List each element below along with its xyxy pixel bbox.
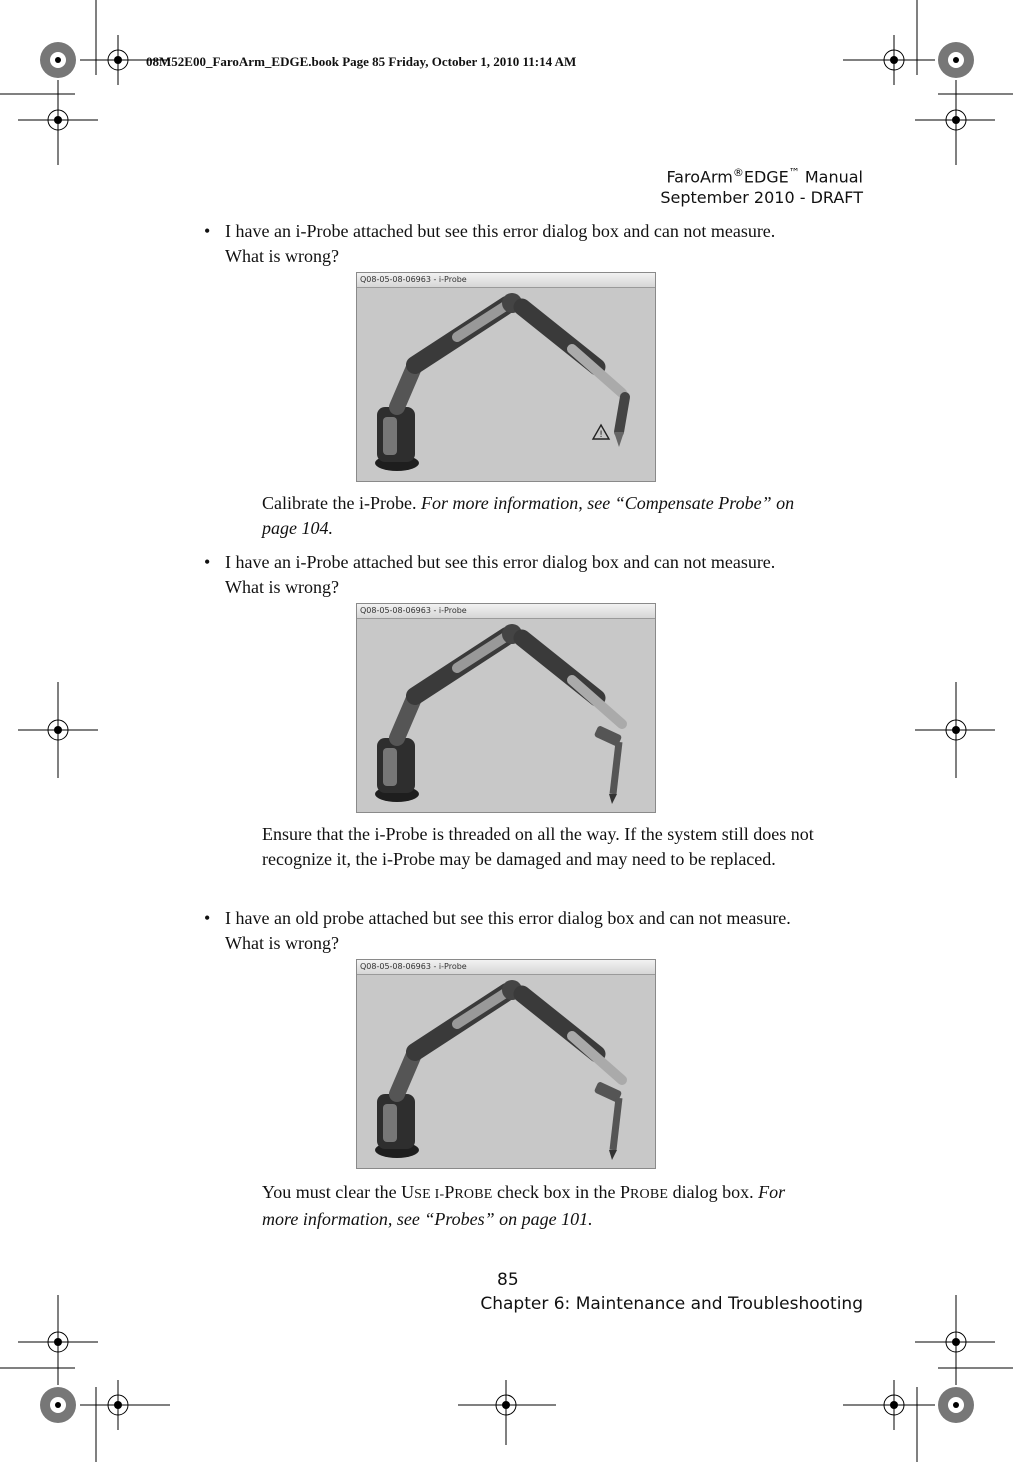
- print-info: 08M52E00_FaroArm_EDGE.book Page 85 Friday, October 1, 2010 11:14 AM: [146, 54, 577, 69]
- manual-title: FaroArm®EDGE™ Manual: [666, 166, 863, 187]
- dialog-title: Q08-05-08-06963 - i-Probe: [357, 604, 655, 619]
- dialog-title: Q08-05-08-06963 - i-Probe: [357, 273, 655, 288]
- cross-reference: For more information, see “Probes” on page 101.: [262, 1182, 786, 1229]
- question-text: I have an old probe attached but see this error dialog box and can not measure. What is wrong?: [225, 908, 791, 953]
- question-text: I have an i-Probe attached but see this error dialog box and can not measure. What is wrong?: [225, 221, 776, 266]
- bullet: •: [204, 221, 211, 241]
- manual-date: September 2010 - DRAFT: [660, 188, 863, 208]
- bullet: •: [204, 552, 211, 572]
- question-text: I have an i-Probe attached but see this error dialog box and can not measure. What is wrong?: [225, 552, 776, 597]
- faq-answer-1: Calibrate the i-Probe. For more information, see “Compensate Probe” on page 104.: [262, 493, 795, 538]
- ui-label-probe: PROBE: [619, 1182, 669, 1202]
- ui-label-use-iprobe: USE I-PROBE: [401, 1182, 493, 1202]
- dialog-title: Q08-05-08-06963 - i-Probe: [357, 960, 655, 975]
- page-number: 85: [497, 1270, 519, 1290]
- bullet: •: [204, 908, 211, 928]
- chapter-footer: Chapter 6: Maintenance and Troubleshooting: [480, 1294, 863, 1314]
- cross-reference: For more information, see “Compensate Probe” on page 104.: [262, 493, 795, 538]
- faq-answer-3: You must clear the USE I-PROBE check box in the PROBE dialog box. For more information, see “Probes” on page 101.: [262, 1182, 786, 1229]
- svg-text:!: !: [599, 430, 603, 440]
- faq-answer-2: Ensure that the i-Probe is threaded on all the way. If the system still does not recognize it, the i-Probe may be damaged and may need to be replaced.: [262, 824, 814, 869]
